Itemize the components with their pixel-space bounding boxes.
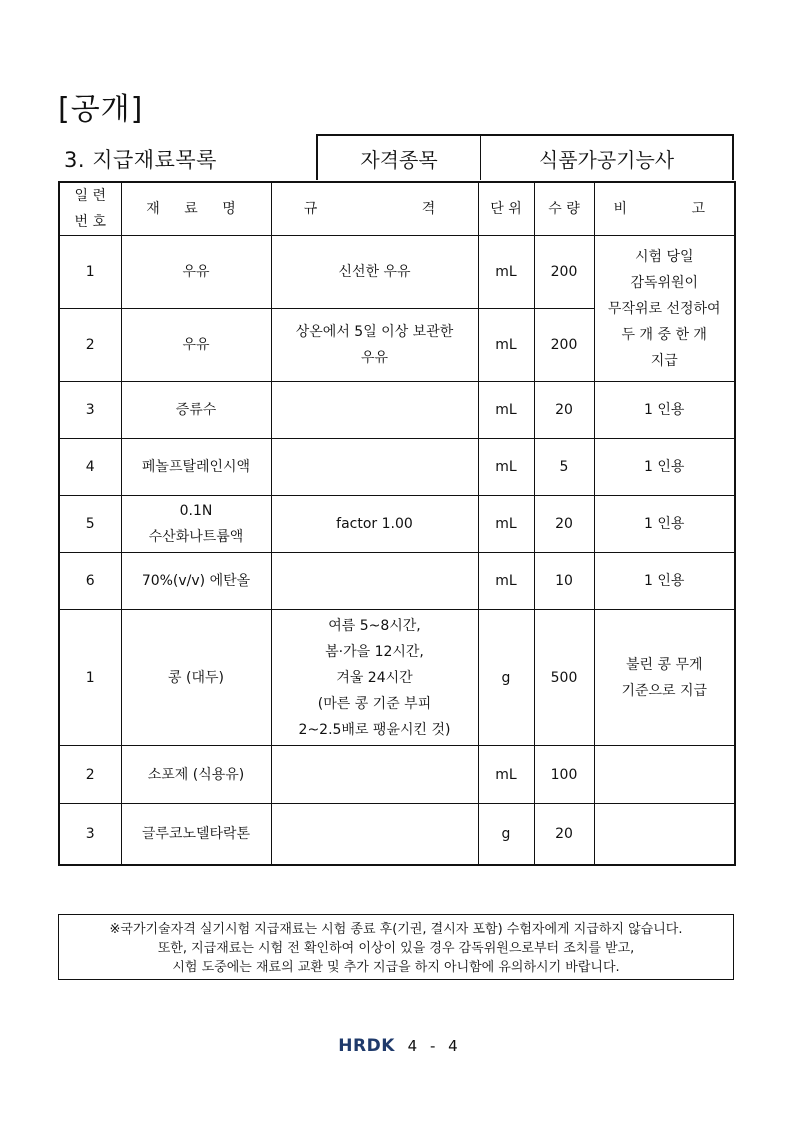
cell-name: 페놀프탈레인시액: [121, 439, 271, 496]
notice-box: [58, 914, 734, 980]
cell-unit: mL: [478, 309, 534, 382]
page-footer: [0, 1036, 800, 1056]
cell-remark: [594, 746, 735, 804]
cell-qty: 200: [534, 236, 594, 309]
page-number: 4 - 4: [407, 1037, 462, 1055]
table-row: [59, 610, 735, 746]
hrdk-logo: HRDK: [338, 1036, 395, 1056]
table-row: [59, 804, 735, 865]
header-unit: 단 위: [478, 182, 534, 236]
table-row: [59, 496, 735, 553]
cell-spec: 상온에서 5일 이상 보관한 우유: [271, 309, 478, 382]
cell-no: 2: [59, 309, 121, 382]
cell-no: 3: [59, 382, 121, 439]
cell-remark: 1 인용: [594, 553, 735, 610]
header-spec: 규 격: [271, 182, 478, 236]
cell-qty: 20: [534, 382, 594, 439]
table-row: [59, 746, 735, 804]
qualification-box: [316, 134, 734, 180]
cell-spec: [271, 382, 478, 439]
cell-spec: [271, 804, 478, 865]
notice-line: 시험 도중에는 재료의 교환 및 추가 지급을 하지 아니함에 유의하시기 바랍니다.: [172, 960, 620, 975]
cell-no: 1: [59, 610, 121, 746]
qualification-label: 자격종목: [318, 136, 481, 180]
title-row: [58, 134, 734, 182]
cell-name: 우유: [121, 236, 271, 309]
cell-spec: 여름 5~8시간, 봄·가을 12시간, 겨울 24시간 (마른 콩 기준 부피 2~2.5배로 팽윤시킨 것): [271, 610, 478, 746]
cell-remark-milk: 시험 당일 감독위원이 무작위로 선정하여 두 개 중 한 개 지급: [594, 236, 735, 382]
section-title: 3. 지급재료목록: [64, 148, 217, 172]
table-header-row: [59, 182, 735, 236]
cell-name: 증류수: [121, 382, 271, 439]
cell-remark: 1 인용: [594, 382, 735, 439]
cell-name: 글루코노델타락톤: [121, 804, 271, 865]
table-row: [59, 439, 735, 496]
cell-unit: mL: [478, 382, 534, 439]
notice-line: 또한, 지급재료는 시험 전 확인하여 이상이 있을 경우 감독위원으로부터 조치를 받고,: [157, 941, 635, 956]
cell-no: 3: [59, 804, 121, 865]
cell-name: 0.1N 수산화나트륨액: [121, 496, 271, 553]
cell-qty: 100: [534, 746, 594, 804]
header-remark: 비 고: [594, 182, 735, 236]
table-row: [59, 236, 735, 309]
cell-spec: [271, 553, 478, 610]
cell-no: 6: [59, 553, 121, 610]
cell-unit: mL: [478, 439, 534, 496]
cell-spec: [271, 746, 478, 804]
cell-unit: mL: [478, 496, 534, 553]
cell-spec: 신선한 우유: [271, 236, 478, 309]
cell-spec: [271, 439, 478, 496]
cell-remark: 불린 콩 무게 기준으로 지급: [594, 610, 735, 746]
cell-unit: mL: [478, 746, 534, 804]
cell-remark: 1 인용: [594, 496, 735, 553]
cell-remark: 1 인용: [594, 439, 735, 496]
cell-unit: mL: [478, 553, 534, 610]
cell-no: 1: [59, 236, 121, 309]
cell-qty: 200: [534, 309, 594, 382]
cell-unit: g: [478, 804, 534, 865]
cell-name: 소포제 (식용유): [121, 746, 271, 804]
cell-qty: 500: [534, 610, 594, 746]
header-qty: 수 량: [534, 182, 594, 236]
qualification-value: 식품가공기능사: [538, 147, 675, 172]
disclosure-label: [공개]: [58, 92, 144, 127]
cell-qty: 20: [534, 804, 594, 865]
cell-unit: g: [478, 610, 534, 746]
cell-name: 70%(v/v) 에탄올: [121, 553, 271, 610]
table-row: [59, 382, 735, 439]
cell-remark: [594, 804, 735, 865]
cell-name: 콩 (대두): [121, 610, 271, 746]
cell-spec: factor 1.00: [271, 496, 478, 553]
cell-qty: 20: [534, 496, 594, 553]
cell-qty: 10: [534, 553, 594, 610]
cell-no: 4: [59, 439, 121, 496]
notice-line: ※국가기술자격 실기시험 지급재료는 시험 종료 후(기권, 결시자 포함) 수험자에게 지급하지 않습니다.: [109, 922, 683, 937]
table-row: [59, 553, 735, 610]
header-name: 재 료 명: [121, 182, 271, 236]
materials-table: [58, 181, 736, 866]
cell-name: 우유: [121, 309, 271, 382]
cell-no: 5: [59, 496, 121, 553]
header-serial: 일 련 번 호: [59, 182, 121, 236]
cell-qty: 5: [534, 439, 594, 496]
cell-unit: mL: [478, 236, 534, 309]
cell-no: 2: [59, 746, 121, 804]
